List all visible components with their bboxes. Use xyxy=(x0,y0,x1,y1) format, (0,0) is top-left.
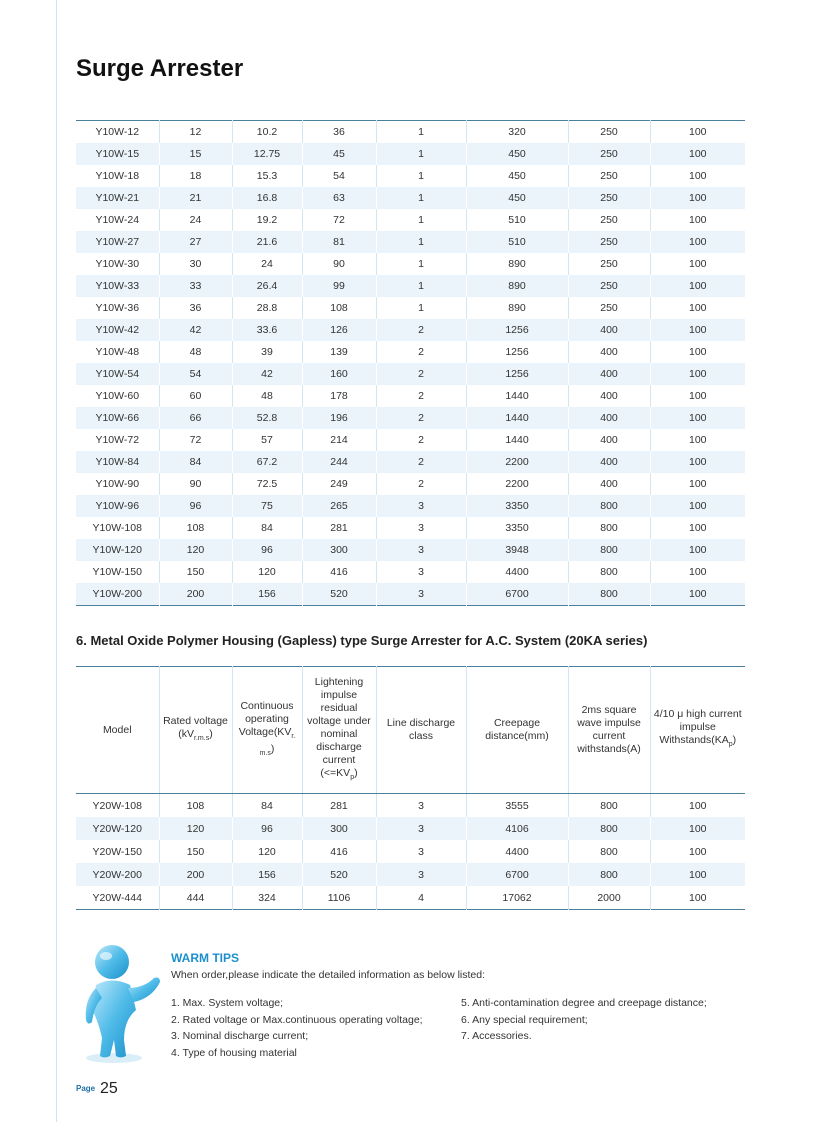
table-cell: 100 xyxy=(650,275,745,297)
table-cell: 416 xyxy=(302,561,376,583)
table-cell: 510 xyxy=(466,231,568,253)
table-cell: 100 xyxy=(650,165,745,187)
table-cell: 400 xyxy=(568,429,650,451)
table-cell: 450 xyxy=(466,187,568,209)
table-cell: 3 xyxy=(376,561,466,583)
tip-item: 5. Anti-contamination degree and creepage distance; xyxy=(461,997,707,1009)
table-cell: 214 xyxy=(302,429,376,451)
table-cell: 800 xyxy=(568,863,650,886)
table-row xyxy=(76,495,745,517)
table-cell: 21.6 xyxy=(232,231,302,253)
header-creepage: Creepage distance(mm) xyxy=(466,667,568,794)
tip-item: 1. Max. System voltage; xyxy=(171,997,284,1009)
model-cell: Y10W-15 xyxy=(76,143,159,165)
table-cell: 2000 xyxy=(568,886,650,910)
model-cell: Y10W-27 xyxy=(76,231,159,253)
model-cell: Y10W-36 xyxy=(95,302,140,314)
table-cell: 450 xyxy=(466,165,568,187)
table-cell: 250 xyxy=(568,187,650,209)
table-row xyxy=(76,253,745,275)
tip-item: 3. Nominal discharge current; xyxy=(171,1030,309,1042)
table-cell: 15.3 xyxy=(232,165,302,187)
table-cell: 1 xyxy=(376,165,466,187)
model-cell: Y20W-444 xyxy=(92,891,142,904)
table-cell: 3 xyxy=(376,863,466,886)
table-cell: 2 xyxy=(376,407,466,429)
table-cell: 15 xyxy=(159,143,232,165)
table-cell: 100 xyxy=(650,209,745,231)
table-cell: 108 xyxy=(302,297,376,319)
tip-item: 4. Type of housing material xyxy=(171,1046,297,1059)
model-cell: Y10W-30 xyxy=(95,258,140,270)
page-margin-line xyxy=(56,0,57,1122)
table-cell: 100 xyxy=(650,495,745,517)
table-cell: 108 xyxy=(159,517,232,539)
table-cell: 54 xyxy=(302,165,376,187)
table-cell: 250 xyxy=(568,143,650,165)
table-cell: 120 xyxy=(159,817,232,840)
table-cell: 16.8 xyxy=(232,187,302,209)
table-cell: 890 xyxy=(466,253,568,275)
table-cell: 4400 xyxy=(466,840,568,863)
table-cell: 19.2 xyxy=(232,209,302,231)
table-row xyxy=(76,583,745,606)
table-cell: 2200 xyxy=(466,473,568,495)
table-cell: 324 xyxy=(232,886,302,910)
table-cell: 96 xyxy=(232,817,302,840)
table-cell: 75 xyxy=(232,495,302,517)
table-cell: 66 xyxy=(159,407,232,429)
table-cell: 800 xyxy=(568,561,650,583)
table-cell: 416 xyxy=(302,840,376,863)
table-cell: 21 xyxy=(159,187,232,209)
table-cell: 800 xyxy=(568,517,650,539)
table-cell: 10.2 xyxy=(232,121,302,144)
table-row xyxy=(76,187,745,209)
table-cell: 444 xyxy=(159,886,232,910)
table-cell: 45 xyxy=(302,143,376,165)
table-cell: 1256 xyxy=(466,341,568,363)
table-cell: 156 xyxy=(232,583,302,606)
table-cell: 250 xyxy=(568,165,650,187)
table-row xyxy=(76,407,745,429)
table-cell: 18 xyxy=(159,165,232,187)
table-cell: 510 xyxy=(466,209,568,231)
tip-item: 2. Rated voltage or Max.continuous operating voltage; xyxy=(171,1013,423,1026)
table-cell: 36 xyxy=(159,297,232,319)
header-rated-voltage: Rated voltage $(kV_{r.m.s})$ xyxy=(159,667,232,794)
table-cell: 800 xyxy=(568,495,650,517)
table-cell: 156 xyxy=(232,863,302,886)
table-row xyxy=(76,275,745,297)
page-title: Surge Arrester xyxy=(76,55,244,82)
table-row xyxy=(76,341,745,363)
model-cell: Y10W-18 xyxy=(95,170,140,182)
table-cell: 320 xyxy=(466,121,568,144)
table-cell: 200 xyxy=(159,863,232,886)
table-cell: 90 xyxy=(302,253,376,275)
table-cell: 4106 xyxy=(466,817,568,840)
table-cell: 1 xyxy=(376,143,466,165)
table-cell: 1440 xyxy=(466,407,568,429)
tip-item: 7. Accessories. xyxy=(461,1030,532,1042)
table-cell: 1 xyxy=(376,121,466,144)
model-cell: Y10W-96 xyxy=(76,495,159,517)
table-cell: 200 xyxy=(159,583,232,606)
table-cell: 2 xyxy=(376,319,466,341)
table-cell: 100 xyxy=(650,539,745,561)
table-cell: 800 xyxy=(568,794,650,818)
table-cell: 400 xyxy=(568,385,650,407)
table-cell: 120 xyxy=(232,561,302,583)
table-row xyxy=(76,385,745,407)
model-cell: Y20W-150 xyxy=(92,845,142,858)
table-cell: 2 xyxy=(376,363,466,385)
table-cell: 17062 xyxy=(466,886,568,910)
tip-item: 6. Any special requirement; xyxy=(461,1013,588,1026)
table-cell: 33 xyxy=(159,275,232,297)
table-cell: 57 xyxy=(232,429,302,451)
table-row xyxy=(76,143,745,165)
table-row xyxy=(76,297,745,319)
table-cell: 3 xyxy=(376,583,466,606)
model-cell: Y10W-120 xyxy=(76,539,159,561)
table-cell: 300 xyxy=(302,539,376,561)
header-square-wave: 2ms square wave impulse current withstands(A) xyxy=(568,667,650,794)
table-cell: 3 xyxy=(376,840,466,863)
table-cell: 39 xyxy=(232,341,302,363)
model-cell: Y10W-48 xyxy=(95,346,140,358)
table-row xyxy=(76,539,745,561)
table-cell: 3350 xyxy=(466,495,568,517)
table-cell: 24 xyxy=(159,209,232,231)
table-cell: 12.75 xyxy=(232,143,302,165)
table-cell: 3350 xyxy=(466,517,568,539)
table-cell: 100 xyxy=(650,794,745,818)
table-cell: 400 xyxy=(568,451,650,473)
model-cell: Y10W-108 xyxy=(92,522,142,534)
table-cell: 100 xyxy=(650,863,745,886)
table-cell: 99 xyxy=(302,275,376,297)
table-cell: 100 xyxy=(650,517,745,539)
model-cell: Y10W-60 xyxy=(95,390,140,402)
mascot-figure xyxy=(74,940,164,1065)
model-cell: Y10W-66 xyxy=(76,407,159,429)
table-cell: 42 xyxy=(159,319,232,341)
table-cell: 250 xyxy=(568,231,650,253)
table-cell: 100 xyxy=(650,429,745,451)
table-cell: 100 xyxy=(650,561,745,583)
table-cell: 1440 xyxy=(466,385,568,407)
table-cell: 400 xyxy=(568,363,650,385)
model-cell: Y10W-150 xyxy=(92,566,142,578)
table-cell: 72 xyxy=(159,429,232,451)
table-row xyxy=(76,840,745,863)
model-cell: Y10W-54 xyxy=(76,363,159,385)
table-row xyxy=(76,817,745,840)
table-cell: 96 xyxy=(159,495,232,517)
tips-list-right xyxy=(461,995,707,1045)
table-row xyxy=(76,473,745,495)
table-row xyxy=(76,863,745,886)
table-cell: 1 xyxy=(376,297,466,319)
table-cell: 52.8 xyxy=(232,407,302,429)
table-cell: 84 xyxy=(232,517,302,539)
table-cell: 3 xyxy=(376,794,466,818)
table-cell: 4400 xyxy=(466,561,568,583)
table-cell: 281 xyxy=(302,794,376,818)
header-high-current: 4/10 μ high current impulse $Withstands(KA_p)$ xyxy=(650,667,745,794)
page-number: 25 xyxy=(100,1080,118,1097)
table-cell: 100 xyxy=(650,451,745,473)
table-cell: 800 xyxy=(568,817,650,840)
table-cell: 84 xyxy=(232,794,302,818)
spec-table-20ka xyxy=(76,666,745,910)
table-cell: 120 xyxy=(159,539,232,561)
table-cell: 36 xyxy=(302,121,376,144)
table-cell: 126 xyxy=(302,319,376,341)
spec-table-20ka-body xyxy=(76,794,745,910)
model-cell: Y10W-84 xyxy=(76,451,159,473)
table-cell: 100 xyxy=(650,840,745,863)
table-cell: 249 xyxy=(302,473,376,495)
table-cell: 450 xyxy=(466,143,568,165)
table-cell: 250 xyxy=(568,253,650,275)
table-row xyxy=(76,231,745,253)
table-cell: 84 xyxy=(159,451,232,473)
table-cell: 800 xyxy=(568,840,650,863)
table-cell: 100 xyxy=(650,121,745,144)
header-residual-voltage: Lightening impulse residual voltage under nominal discharge current $(<=KV_p)$ xyxy=(302,667,376,794)
table-cell: 24 xyxy=(232,253,302,275)
table-cell: 2 xyxy=(376,385,466,407)
table-cell: 3 xyxy=(376,517,466,539)
table-cell: 160 xyxy=(302,363,376,385)
table-cell: 890 xyxy=(466,297,568,319)
table-cell: 108 xyxy=(159,794,232,818)
header-continuous-voltage: Continuous operating $Voltage(KV_{r.}$ $_{m.s}$) xyxy=(232,667,302,794)
table-cell: 244 xyxy=(302,451,376,473)
table-cell: 54 xyxy=(159,363,232,385)
model-cell: Y10W-33 xyxy=(76,275,159,297)
model-cell: Y10W-42 xyxy=(76,319,159,341)
table-row xyxy=(76,561,745,583)
section-heading: 6. Metal Oxide Polymer Housing (Gapless) type Surge Arrester for A.C. System (20KA series) xyxy=(76,633,648,648)
table-cell: 1256 xyxy=(466,319,568,341)
table-cell: 1 xyxy=(376,209,466,231)
table-cell: 1 xyxy=(376,231,466,253)
table-cell: 520 xyxy=(302,863,376,886)
table-cell: 800 xyxy=(568,583,650,606)
table-cell: 60 xyxy=(159,385,232,407)
table-cell: 139 xyxy=(302,341,376,363)
table-cell: 100 xyxy=(650,363,745,385)
table-cell: 30 xyxy=(159,253,232,275)
tips-intro: When order,please indicate the detailed information as below listed: xyxy=(171,969,486,981)
table-row xyxy=(76,429,745,451)
model-cell: Y10W-24 xyxy=(95,214,140,226)
table-cell: 100 xyxy=(650,143,745,165)
model-cell: Y10W-90 xyxy=(95,478,140,490)
table-cell: 400 xyxy=(568,341,650,363)
table-cell: 67.2 xyxy=(232,451,302,473)
model-cell: Y10W-200 xyxy=(76,583,159,606)
table-cell: 6700 xyxy=(466,863,568,886)
table-row xyxy=(76,209,745,231)
table-cell: 2 xyxy=(376,451,466,473)
table-cell: 42 xyxy=(232,363,302,385)
table-cell: 100 xyxy=(650,231,745,253)
table-cell: 1 xyxy=(376,187,466,209)
table-cell: 150 xyxy=(159,561,232,583)
table-cell: 72 xyxy=(302,209,376,231)
table-cell: 3555 xyxy=(466,794,568,818)
table-cell: 100 xyxy=(650,817,745,840)
table-cell: 1 xyxy=(376,253,466,275)
table-cell: 250 xyxy=(568,297,650,319)
spec-table-10ka xyxy=(76,120,745,606)
header-line-discharge: Line discharge class xyxy=(376,667,466,794)
table-cell: 250 xyxy=(568,275,650,297)
table-cell: 100 xyxy=(650,297,745,319)
table-cell: 520 xyxy=(302,583,376,606)
table-header-row xyxy=(76,667,745,794)
table-cell: 890 xyxy=(466,275,568,297)
header-model: Model xyxy=(76,667,159,794)
table-cell: 100 xyxy=(650,473,745,495)
table-cell: 6700 xyxy=(466,583,568,606)
table-cell: 800 xyxy=(568,539,650,561)
table-row xyxy=(76,121,745,144)
table-row xyxy=(76,886,745,910)
table-cell: 100 xyxy=(650,187,745,209)
table-cell: 1440 xyxy=(466,429,568,451)
table-cell: 2 xyxy=(376,341,466,363)
table-cell: 3 xyxy=(376,495,466,517)
table-cell: 12 xyxy=(159,121,232,144)
tips-title: WARM TIPS xyxy=(171,951,239,965)
table-cell: 2 xyxy=(376,429,466,451)
table-cell: 250 xyxy=(568,209,650,231)
table-cell: 48 xyxy=(232,385,302,407)
table-row xyxy=(76,319,745,341)
spec-table-10ka-body xyxy=(76,121,745,606)
table-cell: 4 xyxy=(376,886,466,910)
table-cell: 100 xyxy=(650,253,745,275)
table-cell: 196 xyxy=(302,407,376,429)
table-row xyxy=(76,165,745,187)
table-cell: 300 xyxy=(302,817,376,840)
table-cell: 27 xyxy=(159,231,232,253)
table-cell: 3 xyxy=(376,817,466,840)
table-cell: 400 xyxy=(568,473,650,495)
model-cell: Y10W-72 xyxy=(95,434,140,446)
table-cell: 100 xyxy=(650,319,745,341)
table-cell: 265 xyxy=(302,495,376,517)
model-cell: Y20W-120 xyxy=(76,817,159,840)
table-cell: 400 xyxy=(568,407,650,429)
table-cell: 400 xyxy=(568,319,650,341)
table-cell: 96 xyxy=(232,539,302,561)
table-cell: 1106 xyxy=(302,886,376,910)
table-cell: 100 xyxy=(650,407,745,429)
table-cell: 178 xyxy=(302,385,376,407)
table-cell: 3 xyxy=(376,539,466,561)
table-cell: 2200 xyxy=(466,451,568,473)
table-cell: 100 xyxy=(650,583,745,606)
table-cell: 90 xyxy=(159,473,232,495)
table-cell: 120 xyxy=(232,840,302,863)
table-row xyxy=(76,794,745,818)
table-cell: 100 xyxy=(650,886,745,910)
table-cell: 72.5 xyxy=(232,473,302,495)
table-cell: 63 xyxy=(302,187,376,209)
table-cell: 1256 xyxy=(466,363,568,385)
table-cell: 26.4 xyxy=(232,275,302,297)
table-cell: 28.8 xyxy=(232,297,302,319)
table-cell: 100 xyxy=(650,385,745,407)
model-cell: Y10W-12 xyxy=(95,126,140,138)
table-cell: 100 xyxy=(650,341,745,363)
table-row xyxy=(76,363,745,385)
table-cell: 150 xyxy=(159,840,232,863)
table-cell: 281 xyxy=(302,517,376,539)
model-cell: Y20W-200 xyxy=(76,863,159,886)
table-cell: 48 xyxy=(159,341,232,363)
table-cell: 1 xyxy=(376,275,466,297)
table-cell: 33.6 xyxy=(232,319,302,341)
tips-list-left xyxy=(171,995,423,1061)
model-cell: Y20W-108 xyxy=(92,799,142,812)
model-cell: Y10W-21 xyxy=(76,187,159,209)
table-cell: 250 xyxy=(568,121,650,144)
page-label: Page xyxy=(76,1084,96,1093)
table-cell: 81 xyxy=(302,231,376,253)
table-row xyxy=(76,451,745,473)
table-cell: 3948 xyxy=(466,539,568,561)
table-row xyxy=(76,517,745,539)
table-cell: 2 xyxy=(376,473,466,495)
